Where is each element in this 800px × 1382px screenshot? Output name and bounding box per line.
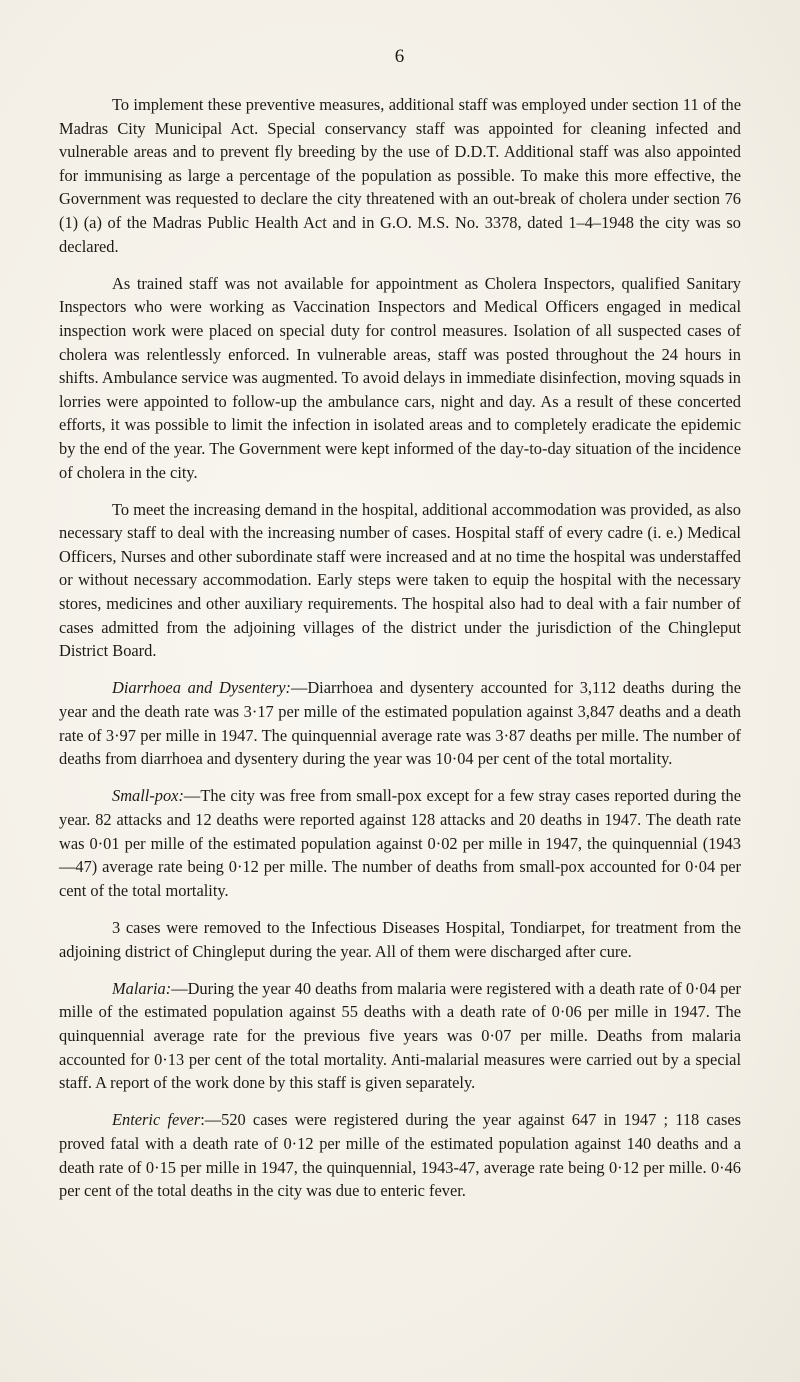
paragraph-text: —The city was free from small-pox except for a few stray cases reported during the year. 82 attacks and 12 deaths were reported against 128 attacks and 20 deaths in 1947. The death rate was 0·01 per mille of the estimated population against 0·02 per mille in 1947, the quinquennial (1943—47) average rate being 0·12 per mille. The number of deaths from small-pox accounted for 0·04 per cent of the total mortality. <box>59 786 741 900</box>
paragraph-text: To meet the increasing demand in the hospital, additional accommodation was provided, as also necessary staff to deal with the increasing number of cases. Hospital staff of every cadre (i. e.) Medical Officers, Nurses and other subordinate staff were increased and at no time the hospital was understaffed or without necessary accommodation. Early steps were taken to equip the hospital with the necessary stores, medicines and other auxiliary requirements. The hospital also had to deal with a fair number of cases admitted from the adjoining villages of the district under the jurisdiction of the Chingleput District Board. <box>59 499 741 661</box>
section-heading-malaria: Malaria: <box>112 978 172 998</box>
paragraph-text: To implement these preventive measures, additional staff was employed under section 11 of the Madras City Municipal Act. Special conservancy staff was appointed for cleaning infected and vulnerable areas and to prevent fly breeding by the use of D.D.T. Additional staff was also appointed for immunising as large a percentage of the population as possible. To make this more effective, the Government was requested to declare the city threatened with an out-break of cholera under section 76 (1) (a) of the Madras Public Health Act and in G.O. M.S. No. 3378, dated 1–4–1948 the city was so declared. <box>59 95 741 256</box>
paragraph-text: As trained staff was not available for appointment as Cholera Inspectors, qualified Sanitary Inspectors who were working as Vaccination Inspectors and Medical Officers engaged in medical inspection work were placed on special duty for control measures. Isolation of all suspected cases of cholera was relentlessly enforced. In vulnerable areas, staff was posted throughout the 24 hours in shifts. Ambulance service was augmented. To avoid delays in immediate disinfection, moving squads in lorries were appointed to follow-up the ambulance cars, night and day. As a result of these concerted efforts, it was possible to limit the infection in isolated areas and to completely eradicate the epidemic by the end of the year. The Government were kept informed of the day-to-day situation of the incidence of cholera in the city. <box>59 273 741 482</box>
paragraph-text: 3 cases were removed to the Infectious Diseases Hospital, Tondiarpet, for treatment from the adjoining district of Chingleput during the year. All of them were discharged after cure. <box>59 917 741 961</box>
paragraph-malaria <box>59 977 741 1095</box>
body-text <box>59 93 741 1203</box>
paragraph-text: —Diarrhoea and dysentery accounted for 3,112 deaths during the year and the death rate was 3·17 per mille of the estimated population against 3,847 deaths and a death rate of 3·97 per mille in 1947. The quinquennial average rate was 3·87 deaths per mille. The number of deaths from diarrhoea and dysentery during the year was 10·04 per cent of the total mortality. <box>59 678 741 769</box>
paragraph-hospital-accommodation <box>59 498 741 663</box>
paragraph-preventive-measures <box>59 93 741 258</box>
section-heading-enteric-fever: Enteric fever <box>112 1110 201 1130</box>
section-heading-small-pox: Small-pox: <box>112 786 184 806</box>
section-heading-diarrhoea: Diarrhoea and Dysentery: <box>112 678 291 698</box>
paragraph-text: —During the year 40 deaths from malaria were registered with a death rate of 0·04 per mille of the estimated population against 55 deaths with a death rate of 0·06 per mille in 1947. The quinquennial average rate for the previous five years was 0·07 per mille. Deaths from malaria accounted for 0·13 per cent of the total mortality. Anti-malarial measures were carried out by a special staff. A report of the work done by this staff is given separately. <box>59 978 741 1093</box>
paragraph-cholera-inspectors <box>59 272 741 484</box>
paragraph-small-pox-cases <box>59 916 741 963</box>
paragraph-diarrhoea-dysentery <box>59 676 741 770</box>
page-number: 6 <box>394 46 406 67</box>
paragraph-text: :—520 cases were registered during the year against 647 in 1947 ; 118 cases proved fatal with a death rate of 0·12 per mille of the estimated population against 140 deaths and a death rate of 0·15 per mille in 1947, the quinquennial, 1943-47, average rate being 0·12 per mille. 0·46 per cent of the total deaths in the city was due to enteric fever. <box>59 1110 741 1201</box>
paragraph-enteric-fever <box>59 1108 741 1202</box>
paragraph-small-pox <box>59 784 741 902</box>
